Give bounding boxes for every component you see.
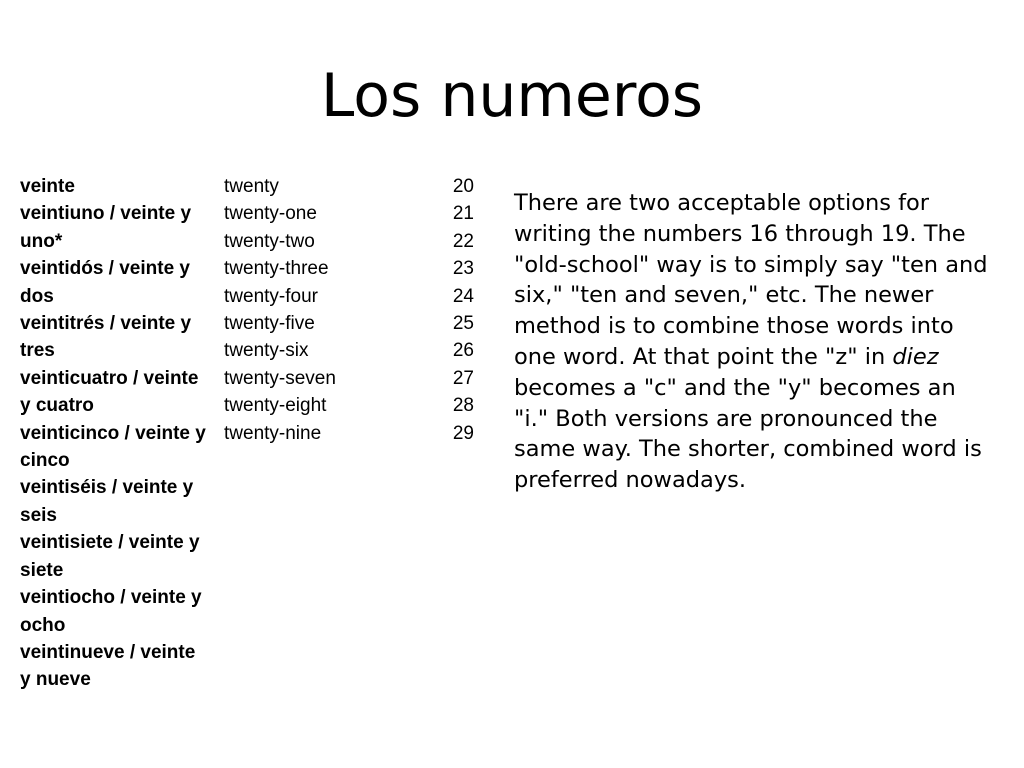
digit-value: 24 — [452, 285, 474, 307]
digit-value: 22 — [452, 230, 474, 252]
digit-value: 29 — [452, 422, 474, 444]
spanish-line: veintisiete / veinte y — [20, 532, 200, 554]
spanish-line: veintiocho / veinte y — [20, 587, 202, 609]
english-number: twenty-seven — [224, 367, 336, 389]
digit-value: 21 — [452, 203, 474, 225]
spanish-line: cinco — [20, 450, 70, 472]
spanish-line: veintitrés / veinte y — [20, 313, 192, 335]
english-number-list — [224, 173, 424, 447]
spanish-line: veinticuatro / veinte — [20, 367, 199, 389]
spanish-line: veintinueve / veinte — [20, 641, 196, 663]
english-number: twenty-two — [224, 230, 315, 252]
spanish-line: uno* — [20, 230, 63, 252]
digit-value: 26 — [452, 340, 474, 362]
spanish-line: veintiséis / veinte y — [20, 477, 194, 499]
english-number: twenty-five — [224, 313, 315, 335]
spanish-line: veintiuno / veinte y — [20, 203, 192, 225]
explanation-note — [514, 188, 994, 496]
spanish-line: dos — [20, 285, 54, 307]
note-text-end: becomes a "c" and the "y" becomes an "i." Both versions are pronounced the same way. The shorter, combined word is preferred nowadays. — [514, 374, 982, 494]
spanish-line: veinticinco / veinte y — [20, 422, 206, 444]
english-number: twenty-eight — [224, 395, 327, 417]
english-number: twenty-nine — [224, 422, 322, 444]
spanish-line: ocho — [20, 614, 66, 636]
spanish-line: y nueve — [20, 669, 91, 691]
digit-value: 25 — [452, 313, 474, 335]
digit-value: 27 — [452, 367, 474, 389]
slide-title: Los numeros — [320, 61, 704, 131]
english-number: twenty-one — [224, 203, 317, 225]
spanish-number-list — [20, 173, 220, 694]
spanish-line: veintidós / veinte y — [20, 258, 190, 280]
note-text-start: There are two acceptable options for writing the numbers 16 through 19. The "old-school" way is to simply say "ten and six," "ten and seven," etc. The newer method is to combine those words into one word. At that point the "z" in — [514, 190, 988, 370]
note-italic-word: diez — [892, 343, 939, 370]
english-number: twenty-three — [224, 258, 329, 280]
english-number: twenty-four — [224, 285, 318, 307]
digit-value: 20 — [452, 176, 474, 197]
spanish-line: tres — [20, 340, 55, 362]
english-number: twenty — [224, 176, 279, 197]
spanish-line: seis — [20, 504, 57, 526]
english-number: twenty-six — [224, 340, 309, 362]
digit-value: 23 — [452, 258, 474, 280]
spanish-line: y cuatro — [20, 395, 94, 417]
digit-list — [420, 173, 474, 447]
spanish-line: veinte — [20, 176, 75, 197]
spanish-line: siete — [20, 559, 64, 581]
digit-value: 28 — [452, 395, 474, 417]
